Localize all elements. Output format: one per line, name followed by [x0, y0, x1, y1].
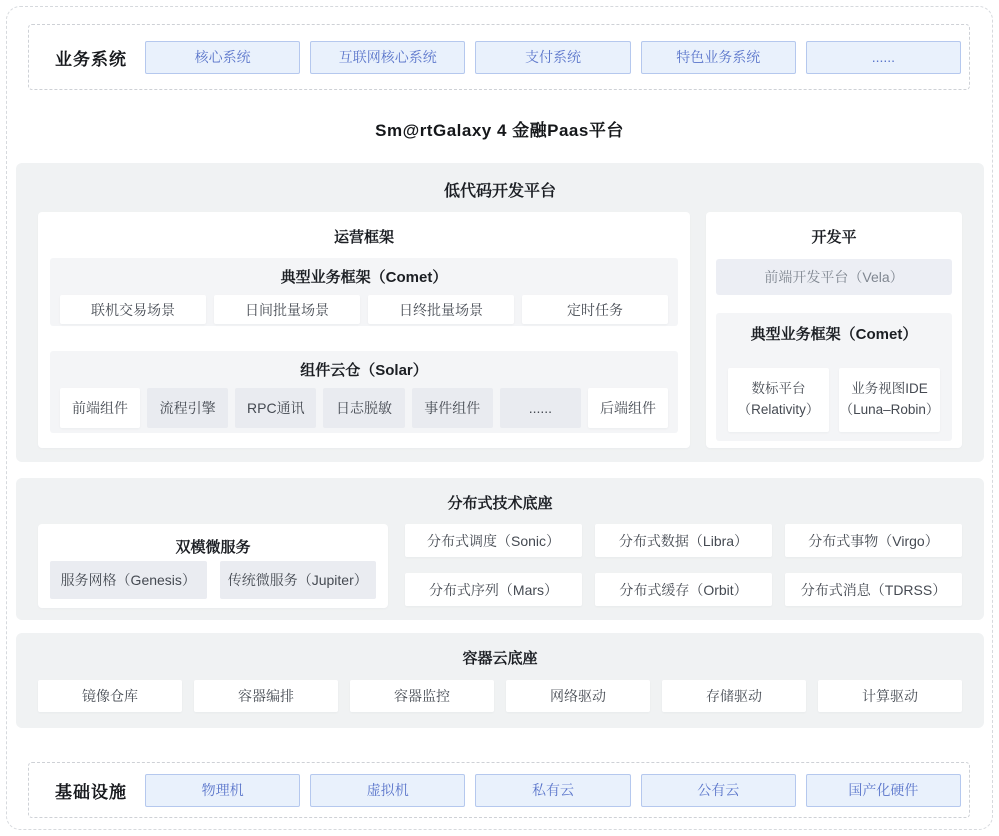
chip-event-components: 事件组件 — [412, 388, 493, 428]
chip-container-monitoring: 容器监控 — [350, 680, 494, 712]
chip-relativity-data-platform — [728, 368, 829, 432]
chip-storage-driver: 存储驱动 — [662, 680, 806, 712]
chip-libra-distributed-data: 分布式数据（Libra） — [595, 524, 772, 557]
chip-scheduled-task: 定时任务 — [522, 295, 668, 324]
comet-items-row — [60, 295, 668, 324]
chip-relativity-line1: 数标平台 — [751, 381, 806, 397]
dual-mode-items-row — [50, 561, 376, 599]
chip-eod-batch-scene: 日终批量场景 — [368, 295, 514, 324]
dual-mode-title: 双模微服务 — [175, 539, 251, 556]
biz-chip-payment-system: 支付系统 — [475, 41, 630, 74]
infra-chip-public-cloud: 公有云 — [641, 774, 796, 807]
chip-process-engine: 流程引擎 — [147, 388, 228, 428]
chip-orbit-distributed-cache: 分布式缓存（Orbit） — [595, 573, 772, 606]
operations-framework-card — [38, 212, 690, 448]
operations-framework-title: 运营框架 — [333, 229, 394, 246]
dev-comet-framework-section — [716, 313, 952, 441]
infrastructure-label: 基础设施 — [55, 782, 127, 802]
container-cloud-items-row — [38, 680, 962, 712]
chip-rpc-communication: RPC通讯 — [235, 388, 316, 428]
chip-luna-robin-line2: （Luna–Robin） — [839, 402, 940, 417]
chip-container-orchestration: 容器编排 — [194, 680, 338, 712]
chip-image-registry: 镜像仓库 — [38, 680, 182, 712]
chip-vela-frontend-dev-platform: 前端开发平台（Vela） — [716, 259, 952, 295]
solar-section-title: 组件云仓（Solar） — [300, 362, 428, 379]
biz-chip-ellipsis: ...... — [806, 41, 961, 74]
chip-mars-distributed-sequence: 分布式序列（Mars） — [405, 573, 582, 606]
chip-log-masking: 日志脱敏 — [323, 388, 404, 428]
lowcode-panel-title: 低代码开发平台 — [443, 183, 556, 200]
biz-chip-core-system: 核心系统 — [145, 41, 300, 74]
distributed-items-grid — [405, 524, 962, 608]
business-systems-list — [145, 41, 961, 74]
infra-chip-domestic-hardware: 国产化硬件 — [806, 774, 961, 807]
chip-network-driver: 网络驱动 — [506, 680, 650, 712]
container-cloud-title: 容器云底座 — [462, 650, 538, 667]
container-cloud-base-panel — [16, 633, 984, 728]
dev-platform-title: 开发平 — [811, 229, 857, 246]
solar-component-cloud-section — [50, 351, 678, 433]
solar-items-row — [60, 388, 668, 428]
infra-chip-physical-machine: 物理机 — [145, 774, 300, 807]
chip-tdrss-distributed-messaging: 分布式消息（TDRSS） — [785, 573, 962, 606]
business-systems-label: 业务系统 — [55, 49, 127, 69]
chip-solar-ellipsis: ...... — [500, 388, 581, 428]
chip-relativity-line2: （Relativity） — [737, 402, 820, 417]
distributed-content-row — [38, 524, 962, 608]
distributed-tech-base-panel — [16, 478, 984, 620]
comet-business-framework-section — [50, 258, 678, 326]
chip-backend-components: 后端组件 — [588, 388, 668, 428]
business-systems-band — [28, 24, 970, 90]
infrastructure-list — [145, 774, 961, 807]
chip-luna-robin-line1: 业务视图IDE — [851, 381, 928, 397]
infrastructure-band — [28, 762, 970, 818]
infra-chip-private-cloud: 私有云 — [475, 774, 630, 807]
biz-chip-internet-core-system: 互联网核心系统 — [310, 41, 465, 74]
infra-chip-virtual-machine: 虚拟机 — [310, 774, 465, 807]
comet-section-title: 典型业务框架（Comet） — [280, 269, 448, 286]
chip-daytime-batch-scene: 日间批量场景 — [214, 295, 360, 324]
platform-title: Sm@rtGalaxy 4 金融Paas平台 — [375, 121, 624, 140]
chip-virgo-distributed-transaction: 分布式事物（Virgo） — [785, 524, 962, 557]
lowcode-platform-panel — [16, 163, 984, 462]
dev-comet-items-row — [728, 368, 940, 432]
distributed-panel-title: 分布式技术底座 — [447, 495, 553, 512]
chip-jupiter-traditional-microservices: 传统微服务（Jupiter） — [220, 561, 377, 599]
chip-frontend-components: 前端组件 — [60, 388, 140, 428]
lowcode-content-row — [38, 212, 962, 448]
dev-platform-card — [706, 212, 962, 448]
chip-online-trading-scene: 联机交易场景 — [60, 295, 206, 324]
chip-genesis-service-mesh: 服务网格（Genesis） — [50, 561, 207, 599]
biz-chip-special-business-system: 特色业务系统 — [641, 41, 796, 74]
chip-luna-robin-business-view-ide — [839, 368, 940, 432]
dev-comet-section-title: 典型业务框架（Comet） — [750, 326, 918, 343]
chip-sonic-distributed-scheduling: 分布式调度（Sonic） — [405, 524, 582, 557]
dual-mode-microservices-card — [38, 524, 388, 608]
chip-compute-driver: 计算驱动 — [818, 680, 962, 712]
